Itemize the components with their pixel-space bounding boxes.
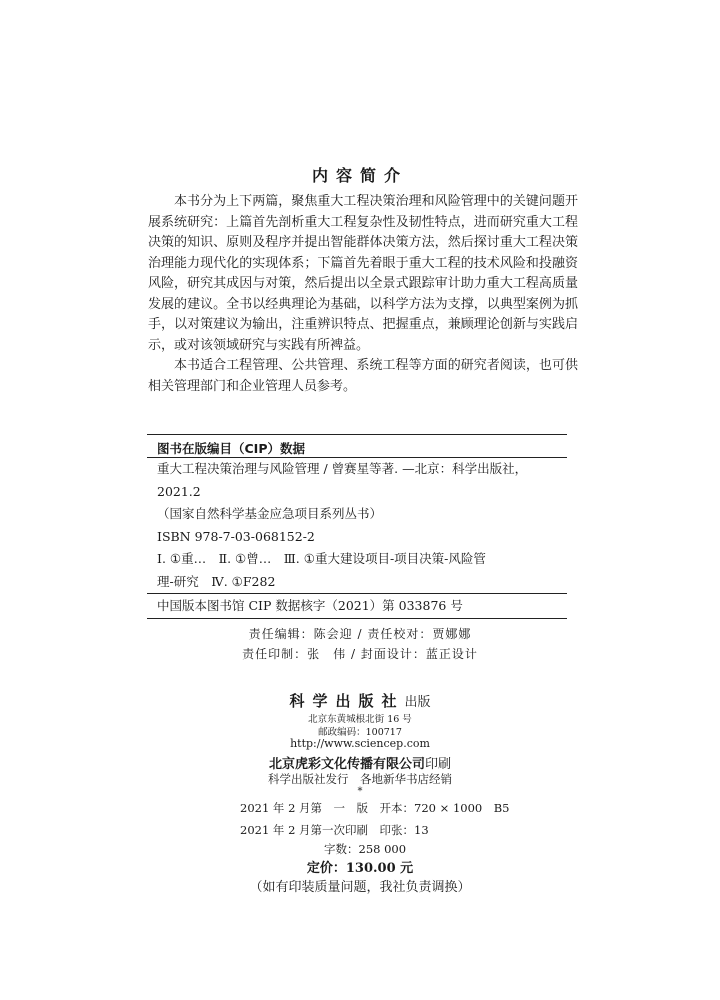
cip-subject-line-cont: 理-研究 Ⅳ. ①F282: [157, 573, 276, 589]
publisher-suffix: 出版: [404, 695, 431, 710]
cip-heading: 图书在版编目（CIP）数据: [157, 441, 305, 456]
cip-year-line: 2021.2: [157, 483, 201, 499]
printer-name: 北京虎彩文化传播有限公司: [268, 757, 425, 772]
summary-body: [148, 192, 578, 397]
cip-series-line: （国家自然科学基金应急项目系列丛书）: [157, 506, 383, 521]
printer-suffix: 印刷: [425, 757, 452, 772]
cip-block: [147, 434, 567, 619]
printer-line: [0, 753, 720, 772]
publisher-line: [0, 690, 720, 711]
cip-title-line: 重大工程决策治理与风险管理 / 曾赛星等著. —北京：科学出版社，: [157, 461, 528, 476]
publisher-postcode: 邮政编码：100717: [318, 727, 402, 738]
printing-line: 2021 年 2 月第一次印刷 印张：13: [240, 823, 429, 837]
staff-production: 责任印制：张 伟 / 封面设计：蓝正设计: [242, 647, 478, 661]
cip-subject-line: Ⅰ. ①重… Ⅱ. ①曾… Ⅲ. ①重大建设项目-项目决策-风险管: [157, 551, 486, 566]
summary-paragraph: 本书适合工程管理、公共管理、系统工程等方面的研究者阅读，也可供相关管理部门和企业管理人员参考。: [148, 358, 578, 394]
wordcount-line: 字数：258 000: [324, 842, 407, 856]
cip-bottom-rule: [147, 618, 567, 619]
publisher-address: 北京东黄城根北街 16 号: [308, 714, 412, 725]
publisher-name: 科学出版社: [289, 692, 405, 710]
cip-isbn-line: ISBN 978-7-03-068152-2: [157, 528, 315, 544]
staff-editors: 责任编辑：陈会迎 / 责任校对：贾娜娜: [248, 627, 472, 641]
distribution-line: 科学出版社发行 各地新华书店经销: [268, 772, 452, 786]
quality-notice: （如有印装质量问题，我社负责调换）: [249, 880, 471, 895]
price-line: 定价：130.00 元: [306, 861, 414, 876]
cip-record: 中国版本图书馆 CIP 数据核字（2021）第 033876 号: [157, 598, 463, 613]
edition-line: 2021 年 2 月第 一 版 开本：720 × 1000 B5: [240, 801, 510, 815]
summary-title: 内容简介: [311, 166, 408, 185]
separator-mark: *: [357, 786, 363, 797]
summary-paragraph: 本书分为上下两篇，聚焦重大工程决策治理和风险管理中的关键问题开展系统研究：上篇首先剖析重大工程复杂性及韧性特点，进而研究重大工程决策的知识、原则及程序并提出智能群体决策方法，然后探讨重大工程决策治理能力现代化的实现体系；下篇首先着眼于重大工程的技术风险和投融资风险，研究其成因与对策，然后提出以全景式跟踪审计助力重大工程高质量发展的建议。全书以经典理论为基础，以科学方法为支撑，以典型案例为抓手，以对策建议为输出，注重辨识特点、把握重点，兼顾理论创新与实践启示，或对该领域研究与实践有所裨益。: [148, 194, 578, 353]
publisher-website: http://www.sciencep.com: [290, 737, 430, 750]
